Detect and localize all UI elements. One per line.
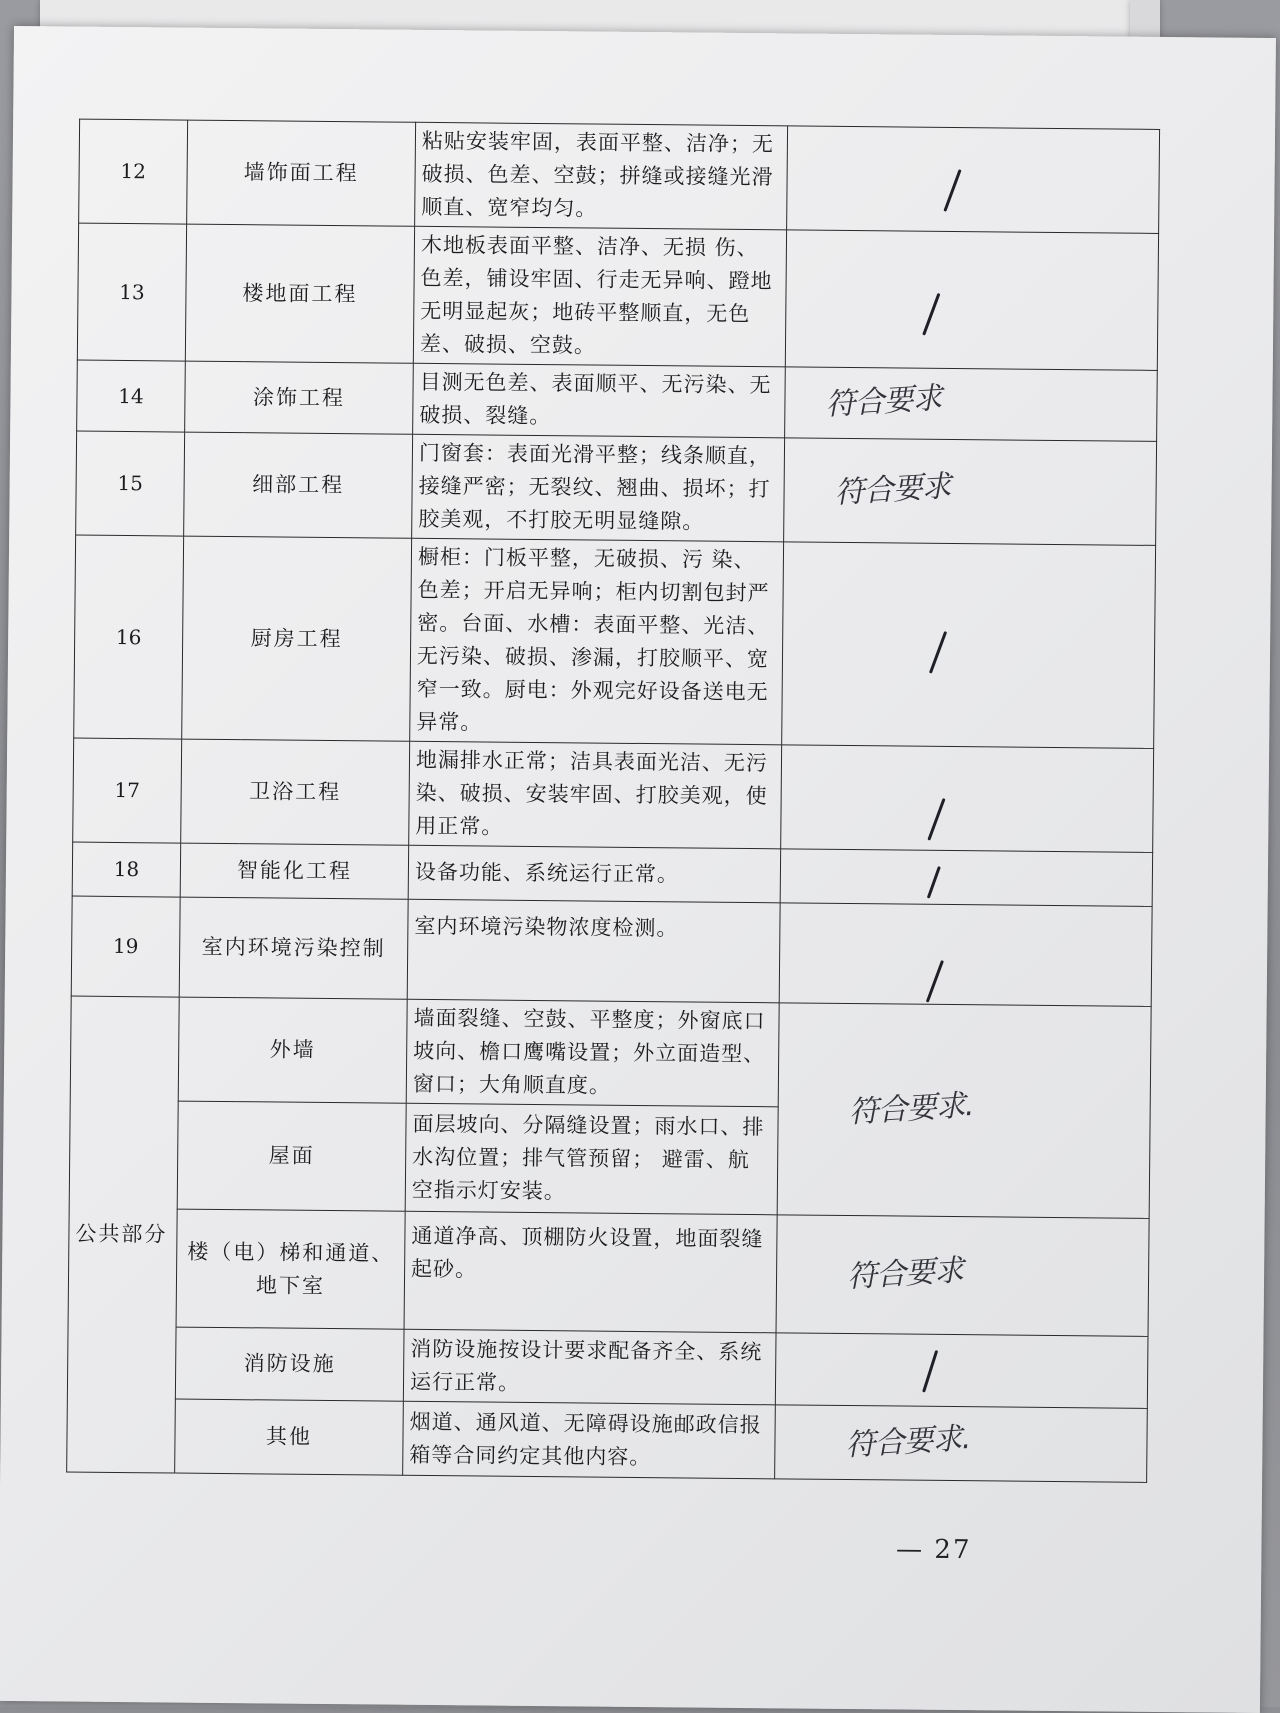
handwritten-result: 符合要求. <box>847 1087 975 1130</box>
result-cell <box>781 745 1154 853</box>
public-item-name: 消防设施 <box>175 1327 404 1401</box>
row-number: 14 <box>77 360 186 432</box>
requirement-text: 木地板表面平整、洁净、无损 伤、色差，铺设牢固、行走无异响、蹬地无明显起灰；地砖平整顺直，无色差、破损、空鼓。 <box>413 226 786 367</box>
result-cell <box>775 1333 1148 1409</box>
public-item-name: 其他 <box>175 1399 404 1475</box>
table-row <box>74 535 1156 748</box>
project-name: 卫浴工程 <box>181 739 410 845</box>
result-cell <box>777 1003 1151 1219</box>
requirement-text: 消防设施按设计要求配备齐全、系统运行正常。 <box>403 1329 776 1405</box>
public-section-label: 公共部分 <box>67 996 180 1473</box>
handwritten-slash-mark <box>916 292 946 338</box>
table-row <box>70 996 1151 1110</box>
requirement-text: 粘贴安装牢固，表面平整、洁净；无破损、色差、空鼓；拼缝或接缝光滑顺直、宽窄均匀。 <box>415 122 788 230</box>
table-row <box>71 896 1152 1006</box>
result-cell <box>787 126 1160 234</box>
table-row <box>67 1326 1148 1408</box>
requirement-text: 设备功能、系统运行正常。 <box>408 845 781 903</box>
handwritten-slash-mark <box>921 865 947 901</box>
handwritten-result: 符合要求 <box>846 1252 965 1295</box>
result-cell <box>785 230 1158 371</box>
project-name: 涂饰工程 <box>185 361 414 434</box>
page-number: — 27 <box>895 1534 972 1566</box>
project-name: 楼地面工程 <box>185 224 414 363</box>
table-row <box>79 119 1160 233</box>
table-row <box>73 738 1154 852</box>
table-row <box>76 431 1157 545</box>
public-item-name: 屋面 <box>177 1101 406 1211</box>
result-cell <box>785 367 1158 442</box>
project-name: 厨房工程 <box>182 536 412 741</box>
handwritten-slash-mark <box>920 959 950 1005</box>
result-cell <box>780 849 1153 907</box>
public-item-name: 外墙 <box>178 997 407 1103</box>
table-row <box>68 1208 1149 1336</box>
table-row <box>77 360 1158 441</box>
result-cell <box>775 1405 1148 1483</box>
row-number: 12 <box>79 119 188 224</box>
handwritten-slash-mark <box>921 797 951 843</box>
requirement-text: 墙面裂缝、空鼓、平整度；外窗底口坡向、檐口鹰嘴设置；外立面造型、窗口；大角顺直度。 <box>406 999 779 1107</box>
row-number: 19 <box>71 896 180 997</box>
requirement-text: 通道净高、顶棚防火设置，地面裂缝起砂。 <box>404 1211 777 1333</box>
requirement-text: 烟道、通风道、无障碍设施邮政信报箱等合同约定其他内容。 <box>403 1401 776 1479</box>
result-cell <box>779 903 1152 1007</box>
requirement-text: 室内环境污染物浓度检测。 <box>407 899 780 1003</box>
result-cell <box>776 1215 1149 1337</box>
handwritten-slash-mark <box>923 630 953 676</box>
table-row <box>77 223 1158 370</box>
table-row <box>67 1398 1148 1482</box>
project-name: 智能化工程 <box>180 843 409 899</box>
requirement-text: 门窗套：表面光滑平整；线条顺直，接缝严密；无裂纹、翘曲、损坏；打胶美观，不打胶无明显缝隙。 <box>412 434 785 542</box>
project-name: 墙饰面工程 <box>187 120 416 226</box>
requirement-text: 地漏排水正常；洁具表面光洁、无污染、破损、安装牢固、打胶美观，使用正常。 <box>409 741 782 849</box>
acceptance-table <box>66 119 1160 1483</box>
handwritten-slash-mark <box>937 168 967 214</box>
handwritten-slash-mark <box>916 1349 946 1395</box>
row-number: 16 <box>74 535 184 739</box>
handwritten-result: 符合要求 <box>824 380 943 423</box>
row-number: 13 <box>77 223 186 361</box>
row-number: 15 <box>76 431 185 536</box>
requirement-text: 目测无色差、表面顺平、无污染、无破损、裂缝。 <box>413 363 786 438</box>
requirement-text: 橱柜：门板平整，无破损、污 染、色差；开启无异响；柜内切割包封严密。台面、水槽：表面平整、光洁、无污染、破损、渗漏，打胶顺平、宽窄一致。厨电：外观完好设备送电无异常。 <box>410 538 784 745</box>
public-item-name: 楼（电）梯和通道、地下室 <box>176 1209 405 1329</box>
project-name: 室内环境污染控制 <box>179 897 408 999</box>
handwritten-result: 符合要求. <box>844 1420 971 1463</box>
result-cell <box>784 438 1157 546</box>
document-page <box>0 26 1276 1713</box>
result-cell <box>782 542 1156 749</box>
row-number: 18 <box>72 842 181 897</box>
row-number: 17 <box>73 738 182 843</box>
handwritten-result: 符合要求 <box>833 468 952 511</box>
requirement-text: 面层坡向、分隔缝设置；雨水口、排水沟位置；排气管预留； 避雷、航空指示灯安装。 <box>405 1103 778 1215</box>
project-name: 细部工程 <box>184 432 413 538</box>
